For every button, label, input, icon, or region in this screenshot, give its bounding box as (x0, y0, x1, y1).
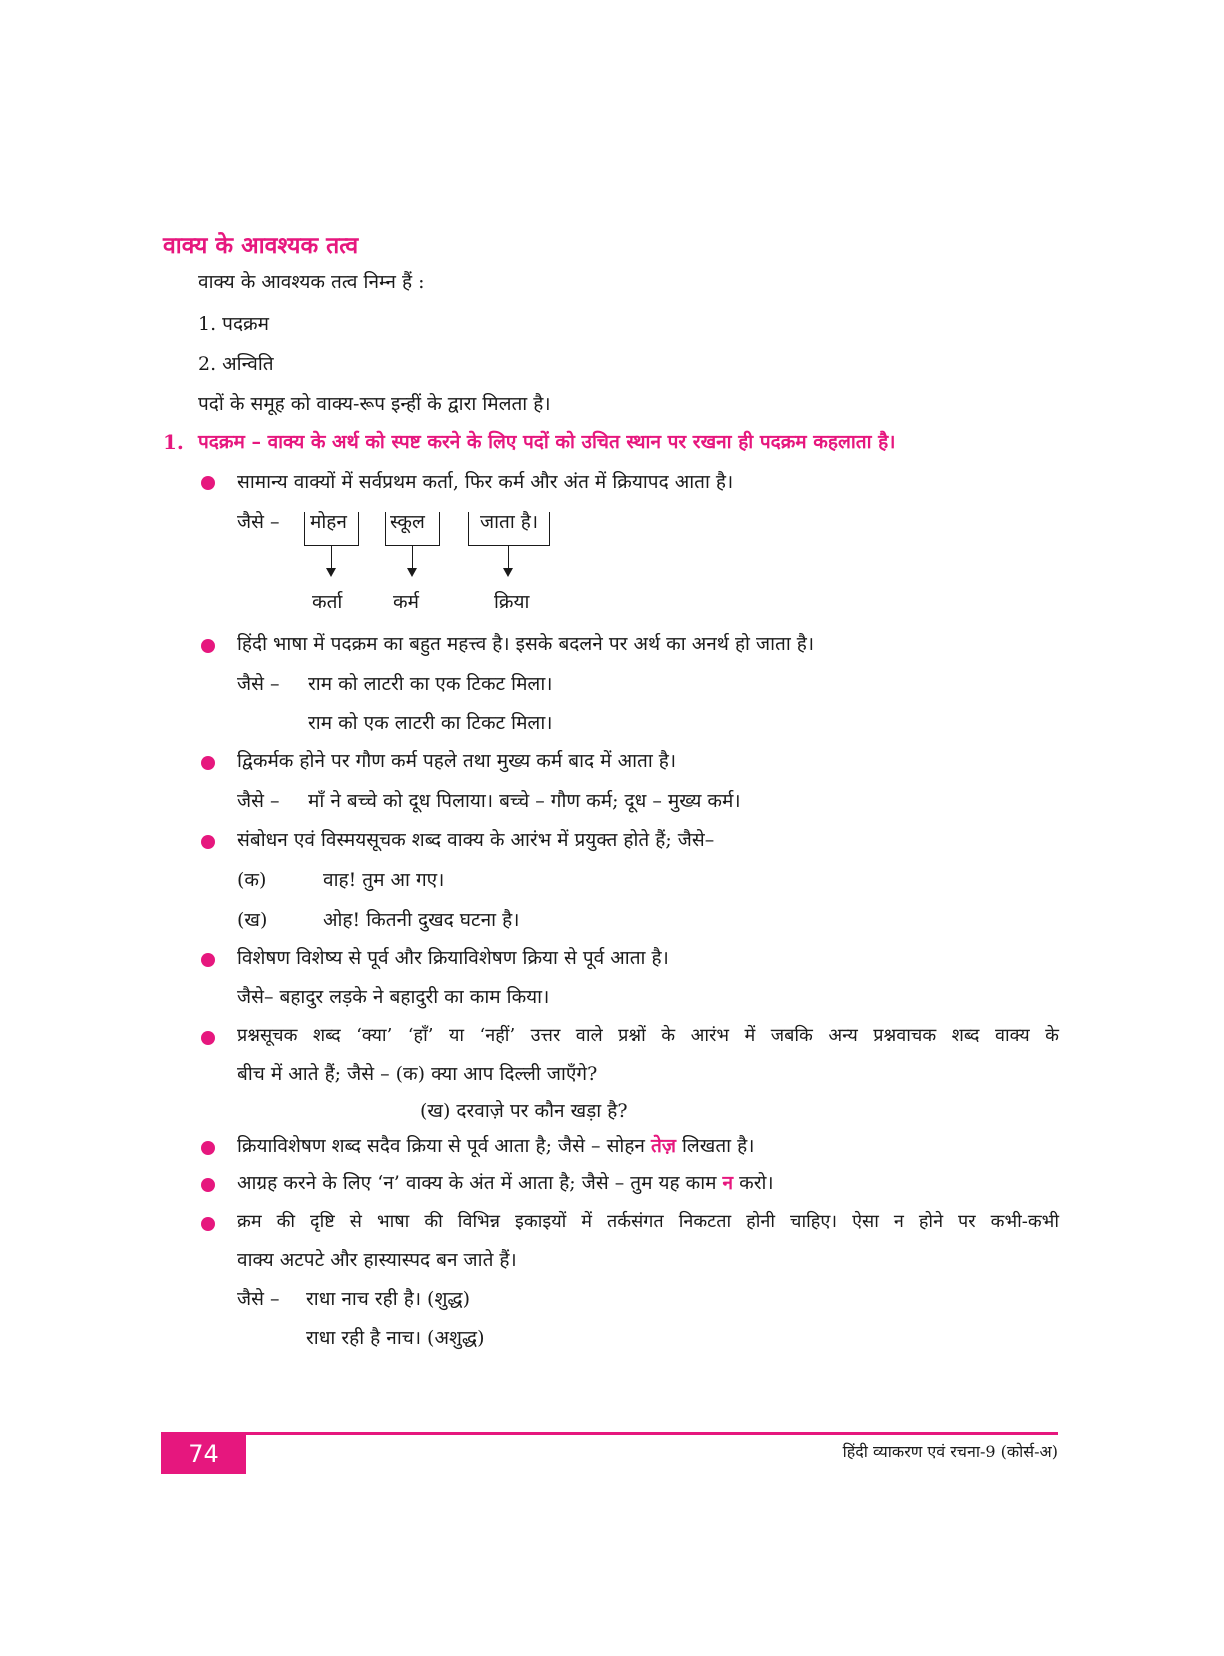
bullet-8-text-post: करो। (733, 1172, 774, 1194)
bullet-8-text (237, 1169, 774, 1197)
bullet-icon (201, 1217, 215, 1231)
bullet-icon (201, 639, 215, 653)
diagram-label-object: कर्म (393, 591, 419, 613)
bullet-1-text: सामान्य वाक्यों में सर्वप्रथम कर्ता, फिर कर्म और अंत में क्रियापद आता है। (237, 471, 734, 493)
bracket-line (304, 512, 305, 546)
bullet-7-text-post: लिखता है। (675, 1135, 755, 1157)
bullet-icon (201, 756, 215, 770)
note-text: पदों के समूह को वाक्य-रूप इन्हीं के द्वारा मिलता है। (198, 393, 551, 415)
bracket-line (358, 512, 359, 546)
list-item-1: 1. पदक्रम (198, 313, 270, 335)
bullet-2-example-2: राम को एक लाटरी का टिकट मिला। (308, 712, 553, 734)
bullet-2-example-1: राम को लाटरी का एक टिकट मिला। (308, 673, 553, 695)
diagram-word-verb: जाता है। (480, 511, 539, 533)
definition-number: 1. (163, 430, 184, 454)
sub-text-ka: वाह! तुम आ गए। (323, 869, 445, 891)
arrow-down-icon (326, 568, 336, 577)
bullet-6-line-1: प्रश्नसूचक शब्द ‘क्या’ ‘हाँ’ या ‘नहीं’ उत्तर वाले प्रश्नों के आरंभ में जबकि अन्य प्रश्नवाचक शब्द वाक्य के (237, 1025, 1059, 1046)
bullet-9-example-2: राधा रही है नाच। (अशुद्ध) (306, 1327, 485, 1349)
example-label: जैसे – (237, 673, 280, 695)
bullet-5-example-1: जैसे– बहादुर लड़के ने बहादुरी का काम किया। (237, 986, 550, 1008)
bracket-line (439, 512, 440, 546)
bullet-9-example-1: राधा नाच रही है। (शुद्ध) (306, 1288, 470, 1310)
sub-label-ka: (क) (237, 869, 267, 891)
bullet-6-line-2: बीच में आते हैं; जैसे – (क) क्या आप दिल्ली जाएँगे? (237, 1063, 598, 1085)
bullet-5-text: विशेषण विशेष्य से पूर्व और क्रियाविशेषण क्रिया से पूर्व आता है। (237, 947, 669, 969)
bullet-7-text-pre: क्रियाविशेषण शब्द सदैव क्रिया से पूर्व आता है; जैसे – सोहन (237, 1135, 652, 1157)
sub-label-kha: (ख) (237, 909, 268, 931)
example-label: जैसे – (237, 511, 280, 533)
page-number: 74 (161, 1434, 246, 1474)
diagram-label-verb: क्रिया (494, 591, 530, 613)
bracket-line (468, 545, 550, 546)
bullet-icon (201, 1031, 215, 1045)
diagram-word-object: स्कूल (390, 511, 425, 533)
bullet-icon (201, 953, 215, 967)
arrow-line (412, 545, 413, 570)
bullet-9-line-2: वाक्य अटपटे और हास्यास्पद बन जाते हैं। (237, 1249, 517, 1271)
arrow-down-icon (503, 568, 513, 577)
arrow-down-icon (407, 568, 417, 577)
bracket-line (468, 512, 469, 546)
bracket-line (549, 512, 550, 546)
bullet-icon (201, 1178, 215, 1192)
bullet-7-highlight: तेज़ (651, 1135, 676, 1157)
bullet-8-text-pre: आग्रह करने के लिए ‘न’ वाक्य के अंत में आता है; जैसे – तुम यह काम (237, 1172, 723, 1194)
bullet-8-highlight: न (722, 1172, 734, 1194)
section-heading: वाक्य के आवश्यक तत्व (163, 232, 359, 259)
intro-text: वाक्य के आवश्यक तत्व निम्न हैं : (198, 271, 425, 293)
bracket-line (385, 512, 386, 546)
list-item-2: 2. अन्विति (198, 353, 274, 375)
bullet-4-text: संबोधन एवं विस्मयसूचक शब्द वाक्य के आरंभ में प्रयुक्त होते हैं; जैसे– (237, 829, 715, 851)
definition-text: पदक्रम – वाक्य के अर्थ को स्पष्ट करने के लिए पदों को उचित स्थान पर रखना ही पदक्रम कहलाता है। (198, 431, 896, 453)
example-label: जैसे – (237, 790, 280, 812)
arrow-line (508, 545, 509, 570)
diagram-label-subject: कर्ता (312, 591, 343, 613)
bullet-3-example-1: माँ ने बच्चे को दूध पिलाया। बच्चे – गौण कर्म; दूध – मुख्य कर्म। (308, 790, 741, 812)
bullet-3-text: द्विकर्मक होने पर गौण कर्म पहले तथा मुख्य कर्म बाद में आता है। (237, 750, 677, 772)
example-label: जैसे – (237, 1288, 280, 1310)
sub-text-kha: ओह! कितनी दुखद घटना है। (323, 909, 520, 931)
bullet-9-line-1: क्रम की दृष्टि से भाषा की विभिन्न इकाइयों में तर्कसंगत निकटता होनी चाहिए। ऐसा न होने पर कभी-कभी (237, 1211, 1059, 1232)
bullet-icon (201, 835, 215, 849)
bullet-2-text: हिंदी भाषा में पदक्रम का बहुत महत्त्व है। इसके बदलने पर अर्थ का अनर्थ हो जाता है। (237, 633, 815, 655)
bullet-icon (201, 1141, 215, 1155)
diagram-word-subject: मोहन (310, 511, 347, 533)
bullet-6-line-3: (ख) दरवाज़े पर कौन खड़ा है? (420, 1100, 628, 1122)
bullet-icon (201, 476, 215, 490)
bullet-7-text (237, 1132, 754, 1160)
arrow-line (331, 545, 332, 570)
book-title: हिंदी व्याकरण एवं रचना-9 (कोर्स-अ) (842, 1442, 1058, 1461)
footer-rule (161, 1432, 1058, 1435)
